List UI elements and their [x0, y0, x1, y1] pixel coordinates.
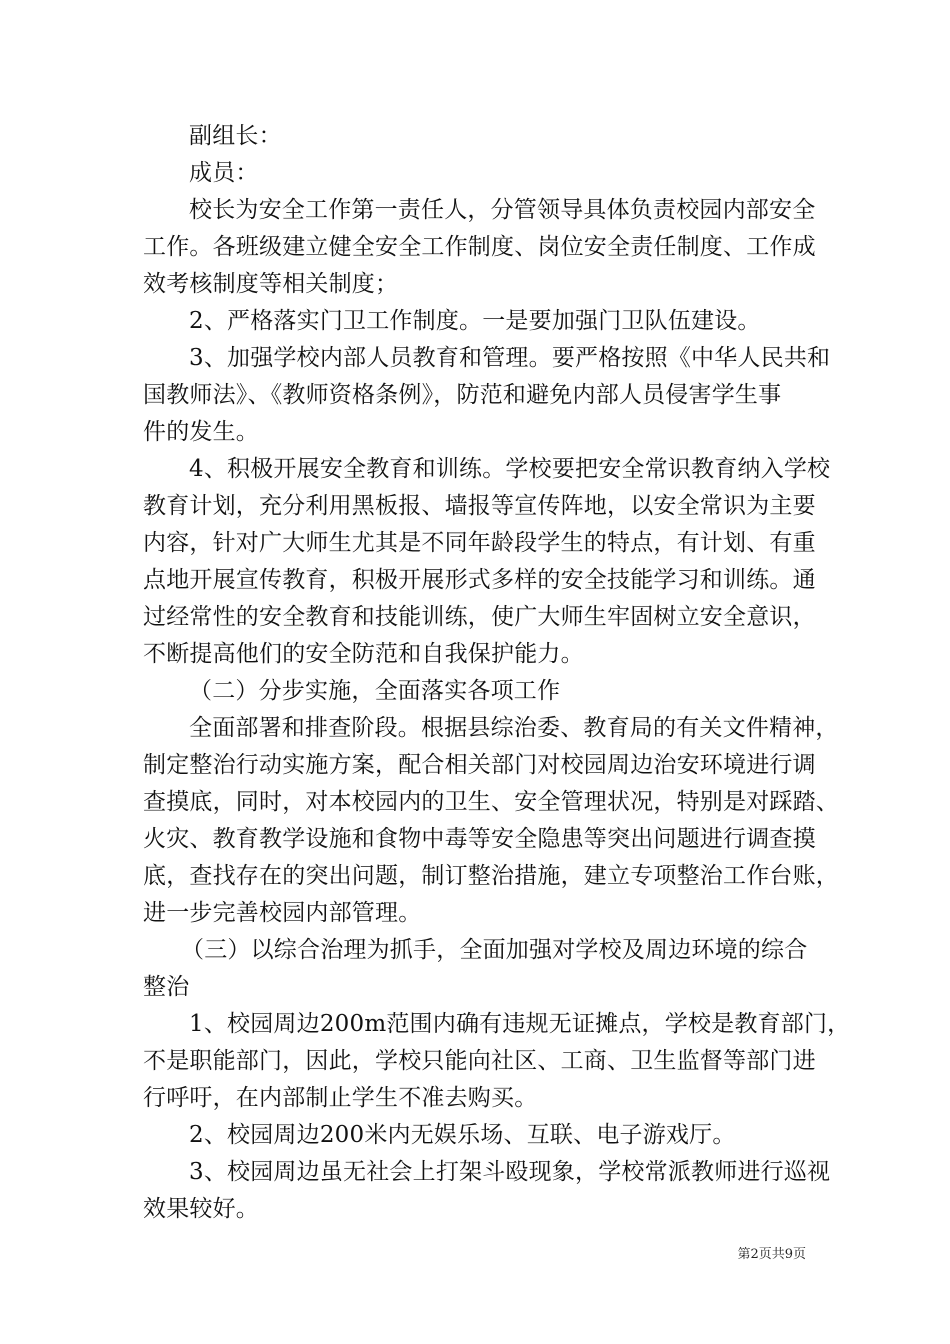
text-line: 查摸底，同时，对本校园内的卫生、安全管理状况，特别是对踩踏、 — [143, 789, 839, 815]
text-line: 效考核制度等相关制度； — [143, 271, 399, 297]
text-line: 点地开展宣传教育，积极开展形式多样的安全技能学习和训练。通 — [143, 567, 816, 593]
text-line: 国教师法》、《教师资格条例》，防范和避免内部人员侵害学生事 — [143, 382, 782, 408]
text-line: 火灾、教育教学设施和食物中毒等安全隐患等突出问题进行调查摸 — [143, 826, 816, 852]
section-heading-2: （二）分步实施，全面落实各项工作 — [189, 678, 561, 704]
text-line-item-4: 4、积极开展安全教育和训练。学校要把安全常识教育纳入学校 — [189, 456, 831, 482]
section-heading-3: （三）以综合治理为抓手，全面加强对学校及周边环境的综合 — [181, 937, 808, 963]
text-line: 效果较好。 — [143, 1196, 259, 1222]
text-line: 内容，针对广大师生尤其是不同年龄段学生的特点，有计划、有重 — [143, 530, 816, 556]
text-line-item-2-perimeter: 2、校园周边200米内无娱乐场、互联、电子游戏厅。 — [189, 1122, 736, 1148]
text-line: 件的发生。 — [143, 419, 259, 445]
text-line: 整治 — [143, 974, 190, 1000]
page-number-footer: 第2页共9页 — [737, 1247, 806, 1262]
text-line: 教育计划，充分利用黑板报、墙报等宣传阵地，以安全常识为主要 — [143, 493, 816, 519]
text-line: 进一步完善校园内部管理。 — [143, 900, 422, 926]
text-line: 过经常性的安全教育和技能训练，使广大师生牢固树立安全意识， — [143, 604, 816, 630]
text-line-item-2: 2、严格落实门卫工作制度。一是要加强门卫队伍建设。 — [189, 308, 761, 334]
text-line: 不是职能部门，因此，学校只能向社区、工商、卫生监督等部门进 — [143, 1048, 816, 1074]
text-line-item-1-perimeter: 1、校园周边200m范围内确有违规无证摊点，学校是教育部门， — [189, 1011, 851, 1037]
text-line: 行呼吁，在内部制止学生不准去购买。 — [143, 1085, 538, 1111]
text-line: 底，查找存在的突出问题，制订整治措施，建立专项整治工作台账， — [143, 863, 839, 889]
text-line: 制定整治行动实施方案，配合相关部门对校园周边治安环境进行调 — [143, 752, 816, 778]
text-line: 不断提高他们的安全防范和自我保护能力。 — [143, 641, 584, 667]
text-line-principal-responsibility: 校长为安全工作第一责任人，分管领导具体负责校园内部安全 — [189, 197, 816, 223]
text-line-item-3: 3、加强学校内部人员教育和管理。要严格按照《中华人民共和 — [189, 345, 831, 371]
text-line-deployment-stage: 全面部署和排查阶段。根据县综治委、教育局的有关文件精神， — [189, 715, 839, 741]
text-line-members: 成员： — [189, 160, 259, 186]
text-line: 工作。各班级建立健全安全工作制度、岗位安全责任制度、工作成 — [143, 234, 816, 260]
text-line-vice-leader: 副组长： — [189, 123, 282, 149]
document-body — [143, 118, 851, 1228]
text-line-item-3-perimeter: 3、校园周边虽无社会上打架斗殴现象，学校常派教师进行巡视 — [189, 1159, 831, 1185]
